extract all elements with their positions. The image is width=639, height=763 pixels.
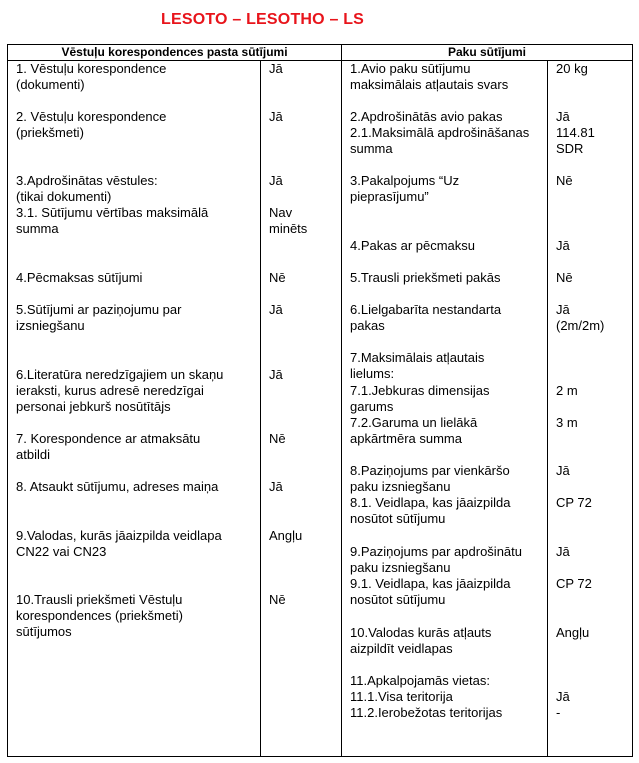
letter-item-value: Jā	[269, 61, 283, 76]
parcel-item-value: Jā (2m/2m)	[556, 302, 605, 334]
parcel-item-value: Jā	[556, 109, 570, 124]
parcel-item-label: 11.1.Visa teritorija	[350, 689, 453, 704]
parcel-item-value: Jā	[556, 463, 570, 478]
letter-item-label: 2. Vēstuļu korespondence (priekšmeti)	[16, 109, 167, 141]
parcel-item-label: 8.Paziņojums par vienkāršo paku izsniegšanu	[350, 463, 510, 495]
parcel-item-label: 7.1.Jebkuras dimensijas garums	[350, 383, 490, 415]
letter-item-label: 8. Atsaukt sūtījumu, adreses maiņa	[16, 479, 219, 494]
parcel-item-label: 11.2.Ierobežotas teritorijas	[350, 705, 503, 720]
parcel-item-value: 3 m	[556, 415, 578, 430]
right-column	[342, 61, 633, 757]
letter-item-value: Nē	[269, 592, 286, 607]
parcel-item-value: Jā	[556, 689, 570, 704]
left-value-separator	[260, 61, 261, 756]
parcel-item-value: Jā	[556, 238, 570, 253]
parcel-item-value: Angļu	[556, 625, 590, 640]
parcel-item-label: 2.Apdrošinātās avio pakas	[350, 109, 503, 124]
letter-item-value: Jā	[269, 173, 283, 188]
parcel-item-value: 20 kg	[556, 61, 588, 76]
parcel-item-value: Jā	[556, 544, 570, 559]
right-column-header: Paku sūtījumi	[342, 45, 633, 61]
parcel-item-value: Nē	[556, 173, 573, 188]
parcel-item-value: CP 72	[556, 495, 592, 510]
letter-item-label: 3.1. Sūtījumu vērtības maksimālā summa	[16, 205, 209, 237]
parcel-item-label: 10.Valodas kurās atļauts aizpildīt veidlapas	[350, 625, 492, 657]
letter-item-value: Jā	[269, 367, 283, 382]
parcel-item-label: 2.1.Maksimālā apdrošināšanas summa	[350, 125, 530, 157]
letter-item-label: 3.Apdrošinātas vēstules: (tikai dokumenti)	[16, 173, 158, 205]
letter-item-value: Jā	[269, 302, 283, 317]
parcel-item-label: 3.Pakalpojums “Uz pieprasījumu”	[350, 173, 460, 205]
letter-item-label: 6.Literatūra neredzīgajiem un skaņu ieraksti, kurus adresē neredzīgai personai jebkurš nosūtītājs	[16, 367, 224, 415]
parcel-item-label: 5.Trausli priekšmeti pakās	[350, 270, 501, 285]
letter-item-label: 5.Sūtījumi ar paziņojumu par izsniegšanu	[16, 302, 182, 334]
parcel-item-label: 1.Avio paku sūtījumu maksimālais atļautais svars	[350, 61, 509, 93]
parcel-item-label: 7.2.Garuma un lielākā apkārtmēra summa	[350, 415, 478, 447]
letter-item-label: 10.Trausli priekšmeti Vēstuļu korespondences (priekšmeti) sūtījumos	[16, 592, 183, 640]
parcel-item-value: -	[556, 705, 561, 720]
letter-item-value: Angļu	[269, 528, 303, 543]
parcel-item-label: 8.1. Veidlapa, kas jāaizpilda nosūtot sūtījumu	[350, 495, 511, 527]
parcel-item-label: 9.Paziņojums par apdrošinātu paku izsniegšanu	[350, 544, 522, 576]
letter-item-label: 4.Pēcmaksas sūtījumi	[16, 270, 143, 285]
letter-item-value: Jā	[269, 109, 283, 124]
postal-services-table	[7, 44, 633, 757]
parcel-item-value: CP 72	[556, 576, 592, 591]
letter-item-value: Nav minēts	[269, 205, 308, 237]
letter-item-value: Jā	[269, 479, 283, 494]
page-title: LESOTO – LESOTHO – LS	[161, 11, 365, 28]
parcel-item-label: 9.1. Veidlapa, kas jāaizpilda nosūtot sūtījumu	[350, 576, 511, 608]
parcel-item-label: 4.Pakas ar pēcmaksu	[350, 238, 476, 253]
parcel-item-label: 7.Maksimālais atļautais lielums:	[350, 350, 485, 382]
left-column	[8, 61, 342, 757]
parcel-item-value: 2 m	[556, 383, 578, 398]
right-value-separator	[547, 61, 548, 756]
letter-item-label: 1. Vēstuļu korespondence (dokumenti)	[16, 61, 167, 93]
left-column-header: Vēstuļu korespondences pasta sūtījumi	[8, 45, 342, 61]
parcel-item-label: 6.Lielgabarīta nestandarta pakas	[350, 302, 502, 334]
parcel-item-value: 114.81 SDR	[556, 125, 595, 157]
letter-item-label: 7. Korespondence ar atmaksātu atbildi	[16, 431, 201, 463]
letter-item-label: 9.Valodas, kurās jāaizpilda veidlapa CN22 vai CN23	[16, 528, 222, 560]
parcel-item-value: Nē	[556, 270, 573, 285]
letter-item-value: Nē	[269, 270, 286, 285]
parcel-item-label: 11.Apkalpojamās vietas:	[350, 673, 490, 688]
letter-item-value: Nē	[269, 431, 286, 446]
